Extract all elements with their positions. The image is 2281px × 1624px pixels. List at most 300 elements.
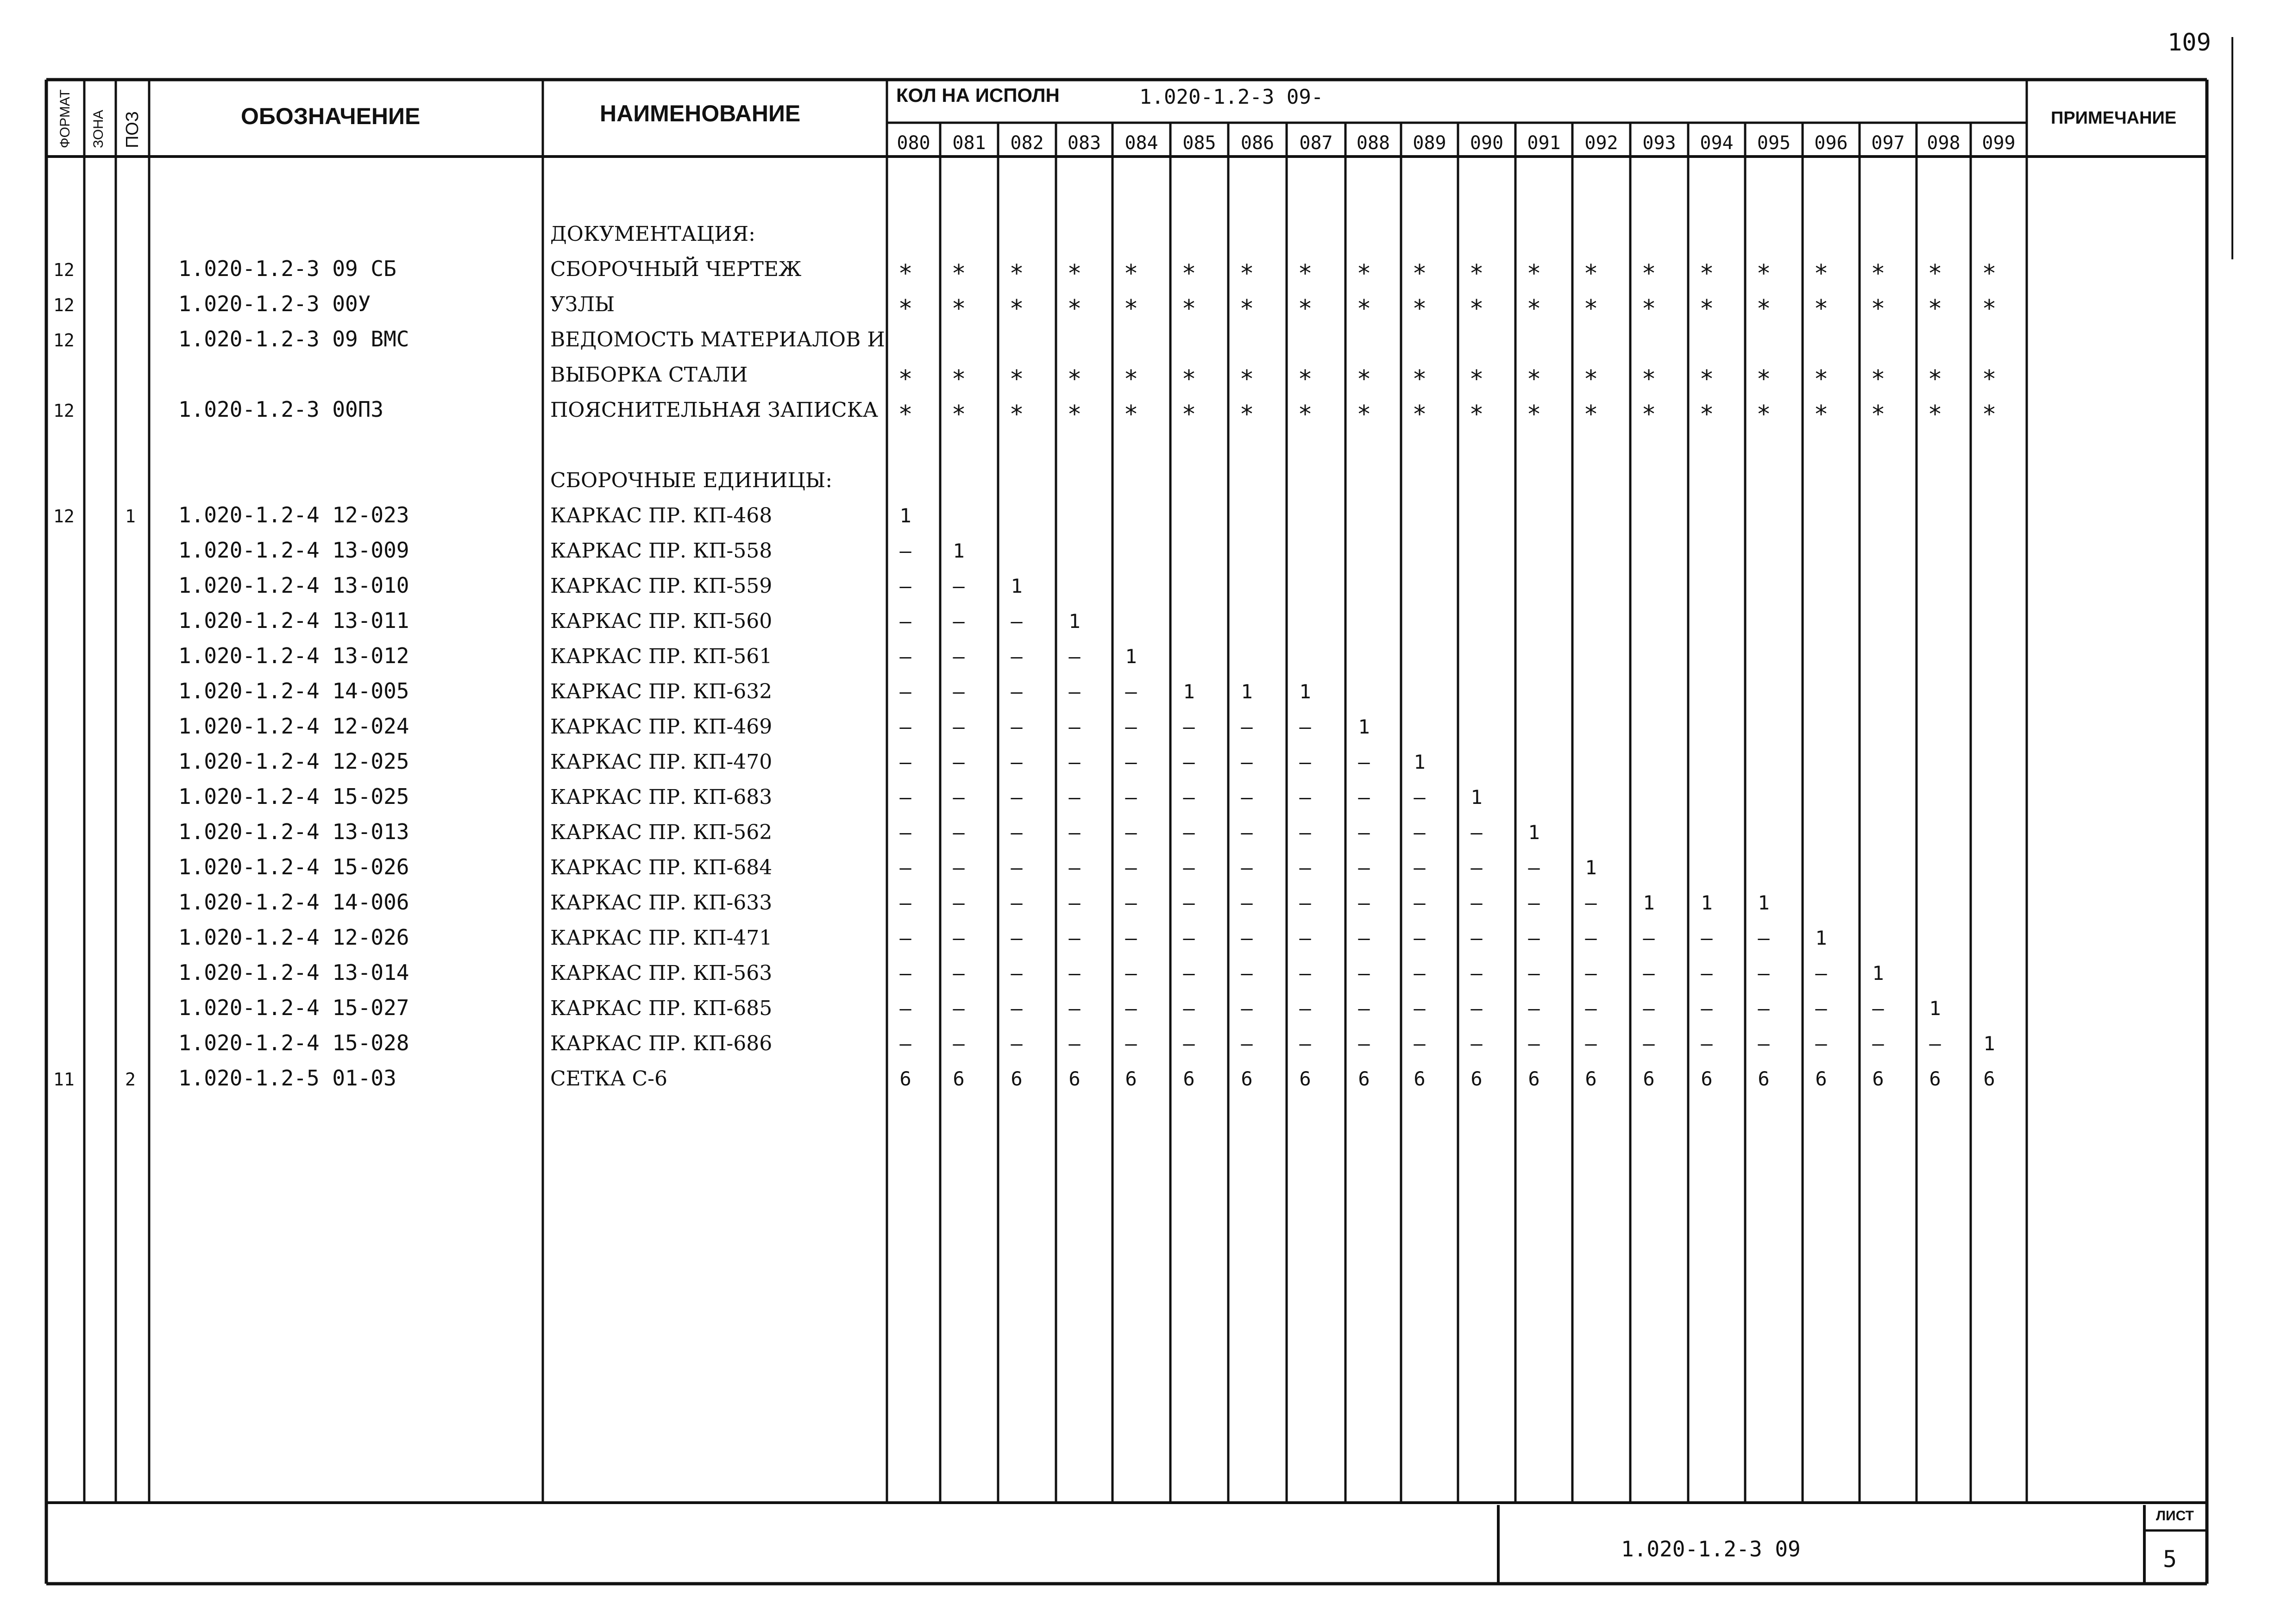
row-qty: * xyxy=(1641,295,1656,323)
row-qty: – xyxy=(1299,715,1311,738)
row-qty: * xyxy=(1009,260,1024,288)
row-qty: * xyxy=(1412,401,1427,428)
row-qty: – xyxy=(1414,821,1426,844)
row-name: СЕТКА С-6 xyxy=(550,1067,668,1091)
row-qty: 6 xyxy=(899,1067,911,1090)
row-name: ВЕДОМОСТЬ МАТЕРИАЛОВ И xyxy=(550,328,885,351)
row-qty: – xyxy=(1183,856,1195,879)
row-qty: * xyxy=(1181,260,1196,288)
row-qty: – xyxy=(1011,786,1023,809)
row-qty: – xyxy=(899,856,911,879)
header-zone: ЗОНА xyxy=(91,110,106,148)
row-qty: – xyxy=(899,539,911,562)
row-qty: – xyxy=(1011,680,1023,703)
row-qty: 1 xyxy=(1011,575,1023,597)
row-qty: 6 xyxy=(1528,1067,1540,1090)
row-qty: – xyxy=(1241,715,1253,738)
row-qty: – xyxy=(899,962,911,984)
row-qty: * xyxy=(898,365,913,393)
row-qty: – xyxy=(1758,997,1770,1020)
row-qty: * xyxy=(1009,365,1024,393)
row-qty: – xyxy=(1068,1032,1081,1055)
row-qty: – xyxy=(1011,821,1023,844)
header-qty-label: КОЛ НА ИСПОЛН xyxy=(896,84,1060,106)
header-name: НАИМЕНОВАНИЕ xyxy=(600,100,801,126)
row-qty: – xyxy=(1125,821,1137,844)
row-designation: 1.020-1.2-5 01-03 xyxy=(178,1066,396,1091)
row-designation: 1.020-1.2-3 00У xyxy=(178,291,371,316)
row-qty: – xyxy=(899,786,911,809)
row-qty: * xyxy=(1584,295,1598,323)
row-qty: * xyxy=(1756,260,1771,288)
row-qty: * xyxy=(1357,295,1371,323)
row-qty: * xyxy=(1814,365,1829,393)
row-qty: – xyxy=(1241,997,1253,1020)
row-qty: * xyxy=(1239,365,1254,393)
row-qty: – xyxy=(1358,891,1370,914)
row-qty: 1 xyxy=(1183,680,1195,703)
row-qty: – xyxy=(1241,786,1253,809)
row-qty: – xyxy=(899,610,911,633)
variant-header: 092 xyxy=(1584,132,1618,154)
variant-header: 082 xyxy=(1010,132,1044,154)
row-qty: * xyxy=(898,401,913,428)
row-name: УЗЛЫ xyxy=(550,293,615,316)
row-qty: 1 xyxy=(1299,680,1311,703)
row-name: КАРКАС ПР. КП-470 xyxy=(550,750,773,774)
row-qty: – xyxy=(1815,962,1827,984)
row-qty: – xyxy=(1125,927,1137,949)
row-qty: – xyxy=(1183,786,1195,809)
row-qty: – xyxy=(1815,997,1827,1020)
header-format: ФОРМАТ xyxy=(57,89,73,148)
row-qty: – xyxy=(1241,1032,1253,1055)
row-qty: – xyxy=(1068,786,1081,809)
variant-header: 083 xyxy=(1067,132,1101,154)
row-qty: 1 xyxy=(1068,610,1081,633)
row-designation: 1.020-1.2-4 12-026 xyxy=(178,925,409,950)
row-designation: 1.020-1.2-4 14-006 xyxy=(178,890,409,915)
row-qty: * xyxy=(1756,295,1771,323)
row-qty: – xyxy=(1125,715,1137,738)
row-name: КАРКАС ПР. КП-632 xyxy=(550,680,773,703)
row-qty: * xyxy=(1469,365,1484,393)
row-qty: * xyxy=(1928,295,1942,323)
row-qty: – xyxy=(1125,997,1137,1020)
row-qty: – xyxy=(1414,1032,1426,1055)
row-qty: – xyxy=(953,575,965,597)
row-qty: – xyxy=(1241,927,1253,949)
row-qty: 1 xyxy=(953,539,965,562)
row-qty: – xyxy=(1585,962,1597,984)
row-designation: 1.020-1.2-4 13-014 xyxy=(178,960,409,985)
row-qty: * xyxy=(1814,401,1829,428)
row-qty: – xyxy=(953,610,965,633)
row-format: 11 xyxy=(53,1069,75,1090)
row-qty: – xyxy=(953,891,965,914)
row-qty: 6 xyxy=(1585,1067,1597,1090)
row-qty: – xyxy=(1299,1032,1311,1055)
row-qty: * xyxy=(1584,401,1598,428)
variant-header: 091 xyxy=(1527,132,1561,154)
row-qty: 6 xyxy=(1701,1067,1713,1090)
row-qty: * xyxy=(1871,401,1885,428)
row-designation: 1.020-1.2-4 13-011 xyxy=(178,608,409,633)
row-qty: * xyxy=(1982,260,1997,288)
row-qty: – xyxy=(1528,856,1540,879)
row-format: 12 xyxy=(53,506,75,527)
row-qty: – xyxy=(1528,997,1540,1020)
row-qty: – xyxy=(1470,962,1483,984)
table-cells xyxy=(53,89,2016,1091)
row-qty: – xyxy=(1528,962,1540,984)
row-qty: 6 xyxy=(953,1067,965,1090)
row-qty: – xyxy=(1299,997,1311,1020)
row-qty: – xyxy=(1011,997,1023,1020)
row-qty: * xyxy=(1239,295,1254,323)
row-qty: * xyxy=(1928,401,1942,428)
row-qty: – xyxy=(1299,927,1311,949)
row-qty: 1 xyxy=(1758,891,1770,914)
row-name: КАРКАС ПР. КП-562 xyxy=(550,821,773,844)
row-designation: 1.020-1.2-3 09 СБ xyxy=(178,256,396,281)
row-qty: * xyxy=(1584,260,1598,288)
row-qty: * xyxy=(1009,401,1024,428)
row-qty: * xyxy=(1814,295,1829,323)
row-qty: – xyxy=(1929,1032,1941,1055)
row-qty: – xyxy=(1470,997,1483,1020)
row-qty: * xyxy=(951,401,966,428)
variant-header: 099 xyxy=(1982,132,2016,154)
row-qty: – xyxy=(953,856,965,879)
row-name: ПОЯСНИТЕЛЬНАЯ ЗАПИСКА xyxy=(550,398,878,422)
row-designation: 1.020-1.2-4 15-026 xyxy=(178,854,409,879)
variant-header: 084 xyxy=(1125,132,1158,154)
row-format: 12 xyxy=(53,295,75,315)
row-qty: * xyxy=(1067,260,1082,288)
row-name: КАРКАС ПР. КП-633 xyxy=(550,891,773,915)
row-qty: – xyxy=(1585,997,1597,1020)
row-designation: 1.020-1.2-4 13-013 xyxy=(178,819,409,844)
row-qty: 1 xyxy=(1470,786,1483,809)
row-designation: 1.020-1.2-3 00ПЗ xyxy=(178,397,384,422)
row-qty: * xyxy=(1124,365,1138,393)
row-qty: – xyxy=(1358,962,1370,984)
row-qty: – xyxy=(1528,891,1540,914)
row-qty: – xyxy=(899,751,911,773)
row-qty: * xyxy=(1871,260,1885,288)
row-qty: 1 xyxy=(1125,645,1137,668)
row-format: 12 xyxy=(53,260,75,280)
header-designation: ОБОЗНАЧЕНИЕ xyxy=(241,103,421,129)
variant-header: 088 xyxy=(1356,132,1390,154)
row-qty: – xyxy=(1068,997,1081,1020)
row-qty: 1 xyxy=(1701,891,1713,914)
row-qty: – xyxy=(1470,891,1483,914)
row-qty: * xyxy=(1641,365,1656,393)
row-qty: * xyxy=(1067,365,1082,393)
row-qty: – xyxy=(1011,891,1023,914)
title-block-sheet-number: 5 xyxy=(2163,1546,2177,1573)
variant-header: 096 xyxy=(1814,132,1848,154)
row-qty: * xyxy=(1871,295,1885,323)
row-qty: * xyxy=(1181,295,1196,323)
row-qty: 6 xyxy=(1299,1067,1311,1090)
row-qty: * xyxy=(1469,260,1484,288)
row-qty: * xyxy=(1357,260,1371,288)
row-qty: 1 xyxy=(1643,891,1655,914)
row-qty: – xyxy=(953,997,965,1020)
row-qty: * xyxy=(1641,260,1656,288)
row-qty: – xyxy=(953,1032,965,1055)
row-qty: – xyxy=(1068,751,1081,773)
row-qty: * xyxy=(898,260,913,288)
row-qty: * xyxy=(1527,260,1541,288)
row-qty: 1 xyxy=(1241,680,1253,703)
row-qty: – xyxy=(1299,751,1311,773)
row-qty: – xyxy=(1758,962,1770,984)
variant-header: 097 xyxy=(1871,132,1905,154)
row-name: ДОКУМЕНТАЦИЯ: xyxy=(550,222,756,246)
row-name: ВЫБОРКА СТАЛИ xyxy=(550,363,748,387)
row-qty: * xyxy=(1181,401,1196,428)
row-qty: * xyxy=(1067,401,1082,428)
row-qty: * xyxy=(1298,260,1313,288)
row-qty: * xyxy=(1699,401,1714,428)
row-qty: 1 xyxy=(1815,927,1827,949)
row-qty: 6 xyxy=(1758,1067,1770,1090)
row-qty: * xyxy=(1756,365,1771,393)
row-qty: – xyxy=(1241,821,1253,844)
row-qty: * xyxy=(1181,365,1196,393)
row-format: 12 xyxy=(53,401,75,421)
row-qty: * xyxy=(1124,401,1138,428)
row-qty: – xyxy=(953,927,965,949)
header-note: ПРИМЕЧАНИЕ xyxy=(2051,108,2177,128)
row-qty: – xyxy=(1299,856,1311,879)
row-qty: – xyxy=(1872,1032,1884,1055)
row-qty: – xyxy=(1701,997,1713,1020)
row-qty: * xyxy=(1298,401,1313,428)
title-block-code: 1.020-1.2-3 09 xyxy=(1621,1536,1801,1561)
row-qty: – xyxy=(899,1032,911,1055)
row-qty: – xyxy=(1470,927,1483,949)
row-qty: 6 xyxy=(1414,1067,1426,1090)
row-qty: – xyxy=(1011,610,1023,633)
row-qty: – xyxy=(1872,997,1884,1020)
row-qty: * xyxy=(1699,295,1714,323)
row-name: КАРКАС ПР. КП-469 xyxy=(550,715,773,739)
row-qty: 6 xyxy=(1068,1067,1081,1090)
row-qty: – xyxy=(1758,927,1770,949)
row-qty: – xyxy=(1183,927,1195,949)
row-qty: – xyxy=(1011,927,1023,949)
row-qty: – xyxy=(1125,962,1137,984)
row-qty: – xyxy=(1068,856,1081,879)
row-qty: * xyxy=(1527,401,1541,428)
row-designation: 1.020-1.2-4 12-023 xyxy=(178,502,409,527)
row-qty: 6 xyxy=(1983,1067,1995,1090)
row-qty: – xyxy=(1183,891,1195,914)
row-qty: * xyxy=(951,260,966,288)
row-qty: 1 xyxy=(1528,821,1540,844)
row-qty: – xyxy=(1125,1032,1137,1055)
row-qty: – xyxy=(1299,786,1311,809)
row-qty: – xyxy=(1011,645,1023,668)
row-qty: – xyxy=(1643,1032,1655,1055)
row-qty: – xyxy=(1701,1032,1713,1055)
row-qty: * xyxy=(1699,260,1714,288)
row-qty: * xyxy=(1412,365,1427,393)
title-block-sheet-label: ЛИСТ xyxy=(2156,1508,2194,1524)
row-qty: – xyxy=(953,645,965,668)
row-qty: – xyxy=(1414,997,1426,1020)
row-qty: – xyxy=(1068,927,1081,949)
row-designation: 1.020-1.2-4 15-027 xyxy=(178,995,409,1020)
row-qty: – xyxy=(1414,891,1426,914)
row-name: КАРКАС ПР. КП-471 xyxy=(550,926,773,950)
variant-header: 089 xyxy=(1413,132,1446,154)
row-qty: – xyxy=(1643,997,1655,1020)
row-qty: – xyxy=(1125,856,1137,879)
row-qty: – xyxy=(953,786,965,809)
row-qty: – xyxy=(1414,856,1426,879)
row-qty: 1 xyxy=(1983,1032,1995,1055)
row-qty: 6 xyxy=(1929,1067,1941,1090)
row-qty: 1 xyxy=(1414,751,1426,773)
header-variant-base: 1.020-1.2-3 09- xyxy=(1139,85,1324,109)
variant-header: 086 xyxy=(1240,132,1275,154)
row-qty: – xyxy=(1068,821,1081,844)
row-qty: – xyxy=(899,715,911,738)
variant-header: 087 xyxy=(1299,132,1333,154)
row-position: 1 xyxy=(125,506,136,527)
row-qty: * xyxy=(1469,401,1484,428)
row-name: КАРКАС ПР. КП-684 xyxy=(550,856,773,879)
row-qty: – xyxy=(1358,856,1370,879)
row-qty: – xyxy=(1125,891,1137,914)
row-qty: * xyxy=(1699,365,1714,393)
row-qty: – xyxy=(899,821,911,844)
row-qty: * xyxy=(1239,260,1254,288)
row-qty: – xyxy=(1528,1032,1540,1055)
row-qty: * xyxy=(1527,295,1541,323)
row-qty: – xyxy=(1125,680,1137,703)
variant-header: 090 xyxy=(1470,132,1504,154)
row-qty: – xyxy=(1011,856,1023,879)
row-qty: * xyxy=(1357,365,1371,393)
row-qty: 6 xyxy=(1815,1067,1827,1090)
row-qty: – xyxy=(1585,1032,1597,1055)
row-qty: 1 xyxy=(1929,997,1941,1020)
row-qty: – xyxy=(1068,715,1081,738)
row-qty: * xyxy=(1124,260,1138,288)
row-qty: * xyxy=(1814,260,1829,288)
variant-header: 094 xyxy=(1700,132,1734,154)
row-qty: – xyxy=(1414,786,1426,809)
row-qty: * xyxy=(951,295,966,323)
row-name: КАРКАС ПР. КП-559 xyxy=(550,574,773,598)
row-qty: – xyxy=(953,751,965,773)
row-qty: * xyxy=(1469,295,1484,323)
variant-header: 095 xyxy=(1757,132,1791,154)
row-qty: * xyxy=(1124,295,1138,323)
row-qty: 6 xyxy=(1358,1067,1370,1090)
row-qty: – xyxy=(1068,962,1081,984)
row-name: КАРКАС ПР. КП-685 xyxy=(550,997,773,1020)
row-qty: * xyxy=(1871,365,1885,393)
row-name: СБОРОЧНЫЕ ЕДИНИЦЫ: xyxy=(550,469,833,492)
row-designation: 1.020-1.2-3 09 ВМС xyxy=(178,326,409,351)
row-qty: * xyxy=(1009,295,1024,323)
row-qty: – xyxy=(1011,751,1023,773)
row-qty: * xyxy=(1756,401,1771,428)
row-qty: – xyxy=(1815,1032,1827,1055)
variant-header: 081 xyxy=(952,132,986,154)
row-qty: 6 xyxy=(1125,1067,1137,1090)
row-qty: * xyxy=(898,295,913,323)
row-name: КАРКАС ПР. КП-561 xyxy=(550,645,773,668)
row-qty: – xyxy=(1528,927,1540,949)
row-qty: – xyxy=(1299,962,1311,984)
row-designation: 1.020-1.2-4 15-025 xyxy=(178,784,409,809)
row-qty: – xyxy=(1299,891,1311,914)
row-designation: 1.020-1.2-4 14-005 xyxy=(178,678,409,703)
row-qty: – xyxy=(899,927,911,949)
row-qty: * xyxy=(1298,365,1313,393)
row-qty: * xyxy=(1982,401,1997,428)
row-qty: – xyxy=(1125,751,1137,773)
row-designation: 1.020-1.2-4 13-010 xyxy=(178,573,409,598)
row-qty: – xyxy=(1183,997,1195,1020)
row-name: КАРКАС ПР. КП-686 xyxy=(550,1032,773,1055)
row-qty: – xyxy=(1125,786,1137,809)
row-qty: 6 xyxy=(1011,1067,1023,1090)
row-qty: – xyxy=(953,680,965,703)
row-designation: 1.020-1.2-4 13-009 xyxy=(178,538,409,563)
variant-header: 098 xyxy=(1927,132,1961,154)
row-qty: – xyxy=(1183,751,1195,773)
row-qty: – xyxy=(953,821,965,844)
row-qty: – xyxy=(953,962,965,984)
row-qty: – xyxy=(899,997,911,1020)
row-designation: 1.020-1.2-4 12-024 xyxy=(178,714,409,739)
row-qty: – xyxy=(1068,680,1081,703)
row-qty: – xyxy=(1011,962,1023,984)
row-qty: – xyxy=(899,645,911,668)
row-qty: 1 xyxy=(1585,856,1597,879)
row-qty: – xyxy=(1358,997,1370,1020)
row-name: КАРКАС ПР. КП-563 xyxy=(550,961,773,985)
row-qty: – xyxy=(1068,645,1081,668)
row-qty: – xyxy=(1299,821,1311,844)
row-qty: – xyxy=(1241,891,1253,914)
row-qty: * xyxy=(1584,365,1598,393)
row-qty: – xyxy=(1241,962,1253,984)
row-qty: * xyxy=(1982,295,1997,323)
row-qty: – xyxy=(1414,962,1426,984)
row-qty: – xyxy=(1585,927,1597,949)
row-qty: * xyxy=(1982,365,1997,393)
row-qty: 1 xyxy=(1872,962,1884,984)
row-qty: – xyxy=(1358,821,1370,844)
row-qty: – xyxy=(1758,1032,1770,1055)
row-format: 12 xyxy=(53,330,75,351)
row-qty: * xyxy=(1067,295,1082,323)
row-qty: – xyxy=(899,575,911,597)
row-qty: – xyxy=(1241,856,1253,879)
variant-header: 085 xyxy=(1182,132,1216,154)
